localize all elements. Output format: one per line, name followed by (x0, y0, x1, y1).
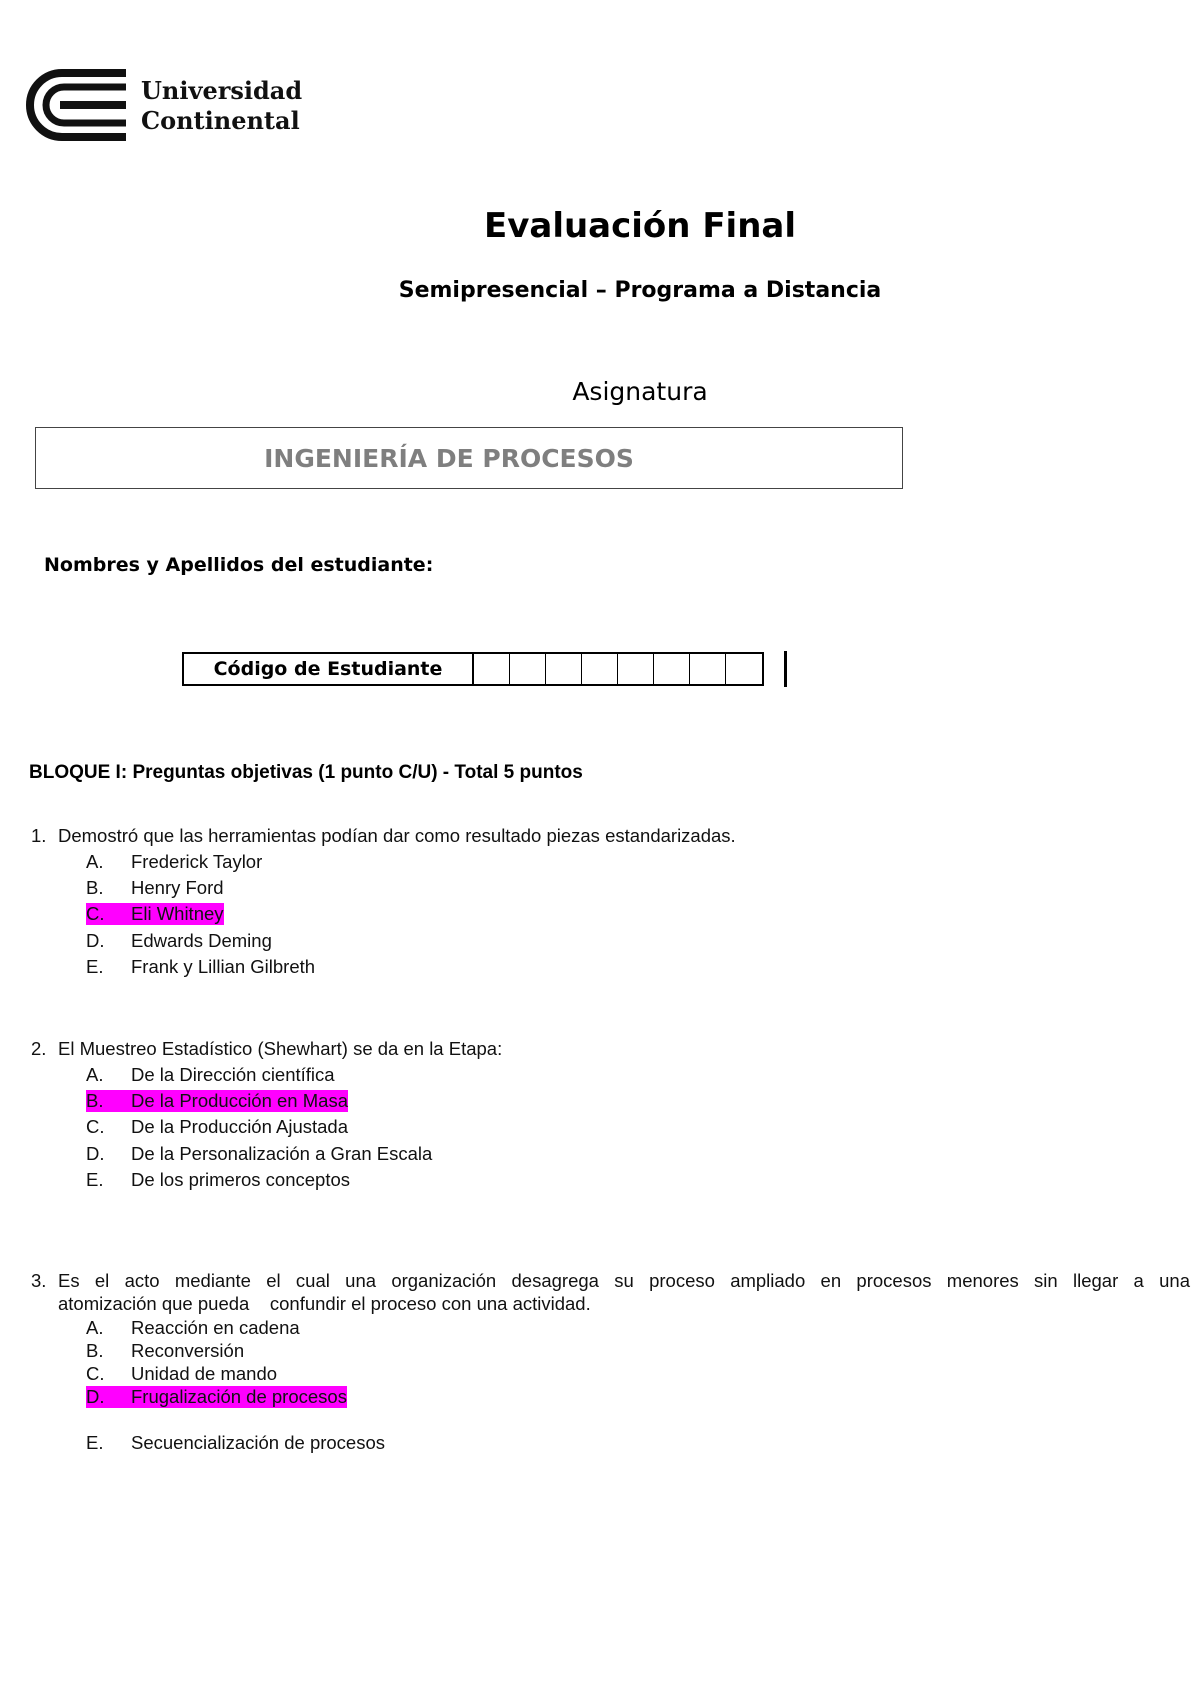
option-letter: C. (86, 1363, 105, 1384)
option-letter: E. (86, 1432, 104, 1453)
option-letter: A. (86, 1064, 104, 1085)
option-text: De la Producción Ajustada (131, 1116, 348, 1137)
answer-option[interactable] (86, 1340, 244, 1362)
answer-option[interactable] (86, 956, 315, 978)
question-number: 2. (31, 1038, 47, 1059)
option-letter: B. (86, 1340, 104, 1361)
logo-text-continental: Continental (141, 106, 300, 135)
option-letter: E. (86, 1169, 104, 1190)
question-text: Demostró que las herramientas podían dar como resultado piezas estandarizadas. (58, 825, 736, 846)
option-text: Eli Whitney (131, 903, 224, 924)
text-cursor (784, 651, 787, 687)
answer-option-highlighted[interactable] (86, 1386, 347, 1408)
option-text: Frederick Taylor (131, 851, 263, 872)
page-title: Evaluación Final (483, 206, 797, 246)
answer-option-highlighted[interactable] (86, 903, 224, 925)
answer-option-highlighted[interactable] (86, 1090, 348, 1112)
student-code-cell[interactable] (582, 654, 618, 684)
student-code-cell[interactable] (474, 654, 510, 684)
option-letter: D. (86, 930, 105, 951)
option-letter: C. (86, 1116, 105, 1137)
student-code-cell[interactable] (618, 654, 654, 684)
option-text: Secuencialización de procesos (131, 1432, 386, 1453)
answer-option[interactable] (86, 930, 272, 952)
option-letter: A. (86, 851, 104, 872)
student-code-cell[interactable] (690, 654, 726, 684)
answer-option[interactable] (86, 851, 262, 873)
student-code-cell[interactable] (726, 654, 762, 684)
answer-option[interactable] (86, 1116, 348, 1138)
question-number: 3. (31, 1270, 47, 1291)
logo-text-universidad: Universidad (141, 76, 303, 105)
option-text: Edwards Deming (131, 930, 272, 951)
block-title: BLOQUE I: Preguntas objetivas (1 punto C/U) - Total 5 puntos (29, 762, 583, 783)
student-name-label: Nombres y Apellidos del estudiante: (44, 554, 434, 576)
option-letter: B. (86, 877, 104, 898)
question-text-line1: Es el acto mediante el cual una organización desagrega su proceso ampliado en procesos menores sin llegar a una (58, 1270, 1190, 1291)
subject-box (35, 427, 903, 489)
answer-option[interactable] (86, 877, 224, 899)
option-letter: A. (86, 1317, 104, 1338)
student-code-cell[interactable] (510, 654, 546, 684)
university-logo-icon (26, 68, 130, 142)
student-code-label: Código de Estudiante (184, 654, 474, 684)
answer-option[interactable] (86, 1317, 300, 1339)
subject-name: INGENIERÍA DE PROCESOS (264, 443, 634, 473)
option-letter: C. (86, 903, 105, 924)
option-letter: B. (86, 1090, 104, 1111)
option-text: De la Producción en Masa (131, 1090, 348, 1111)
option-text: Reacción en cadena (131, 1317, 300, 1338)
question-number: 1. (31, 825, 47, 846)
answer-option[interactable] (86, 1143, 432, 1165)
answer-option[interactable] (86, 1363, 277, 1385)
option-text: Unidad de mando (131, 1363, 278, 1384)
subject-label: Asignatura (572, 377, 708, 406)
option-letter: D. (86, 1143, 105, 1164)
option-text: De los primeros conceptos (131, 1169, 351, 1190)
option-text: Frugalización de procesos (131, 1386, 347, 1407)
option-letter: E. (86, 956, 104, 977)
option-text: Reconversión (131, 1340, 245, 1361)
option-text: Frank y Lillian Gilbreth (131, 956, 316, 977)
student-code-cell[interactable] (654, 654, 690, 684)
page-subtitle: Semipresencial – Programa a Distancia (398, 278, 882, 303)
answer-option[interactable] (86, 1432, 385, 1454)
student-code-table (182, 652, 764, 686)
option-text: Henry Ford (131, 877, 224, 898)
question-text-line2: atomización que pueda confundir el proceso con una actividad. (58, 1293, 591, 1314)
answer-option[interactable] (86, 1064, 335, 1086)
option-letter: D. (86, 1386, 105, 1407)
answer-option[interactable] (86, 1169, 350, 1191)
option-text: De la Personalización a Gran Escala (131, 1143, 433, 1164)
option-text: De la Dirección científica (131, 1064, 335, 1085)
student-code-cell[interactable] (546, 654, 582, 684)
question-text: El Muestreo Estadístico (Shewhart) se da en la Etapa: (58, 1038, 503, 1059)
